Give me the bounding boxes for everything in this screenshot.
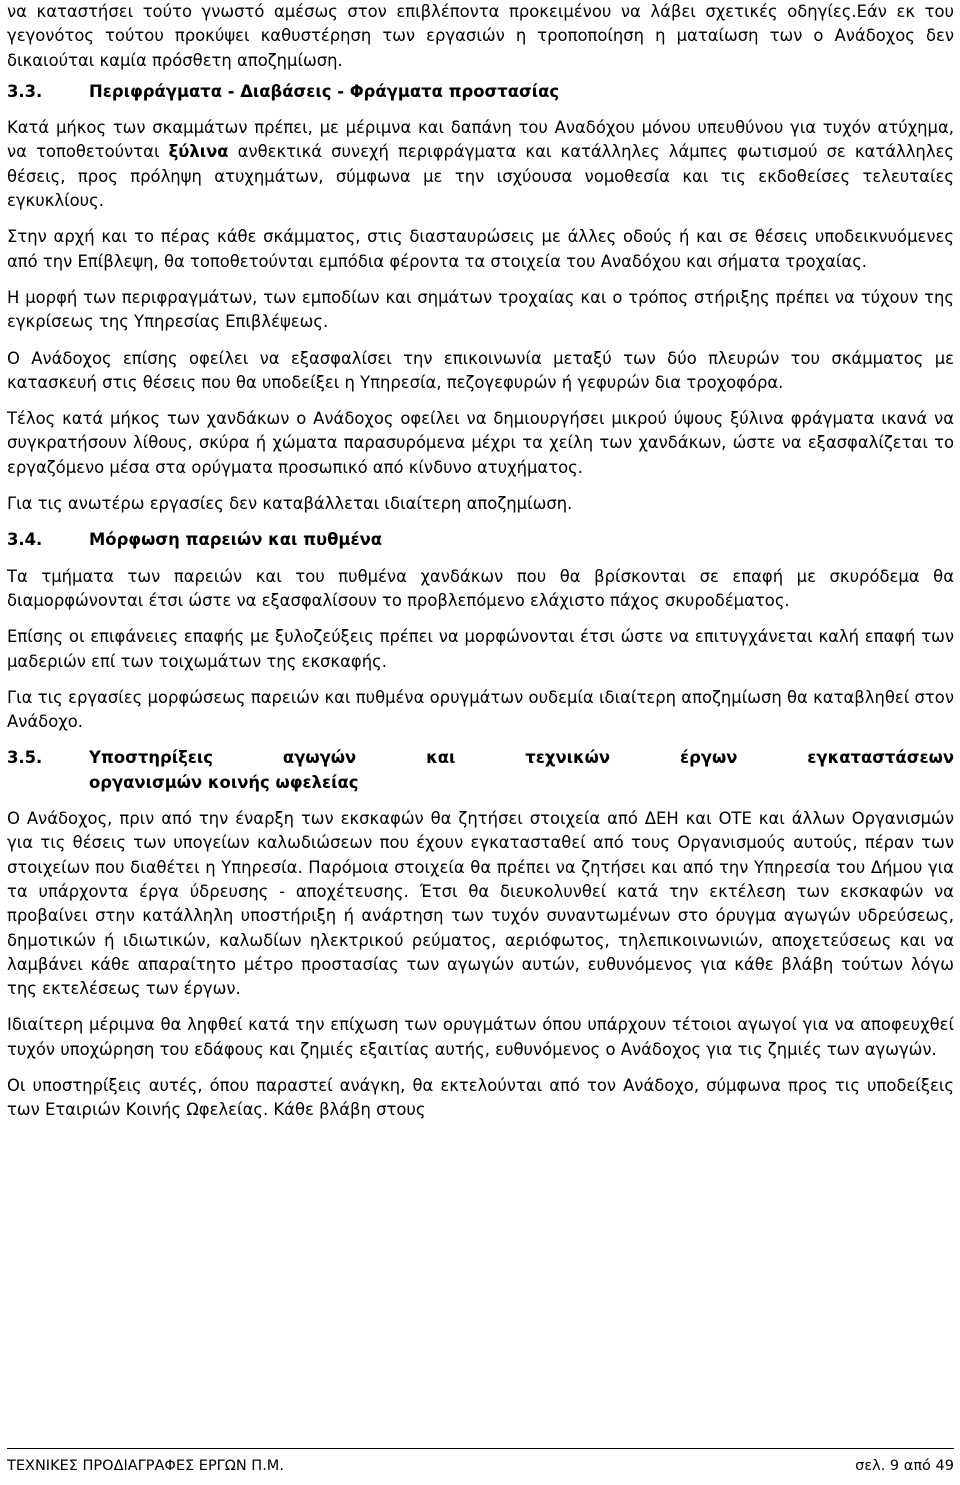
section-3-5-title-line-2: οργανισμών κοινής ωφελείας (89, 772, 359, 792)
section-3-5-heading (7, 746, 954, 795)
section-3-4-paragraph-3: Για τις εργασίες μορφώσεως παρειών και πυθμένα ορυγμάτων ουδεμία ιδιαίτερη αποζημίωση θα καταβληθεί στον Ανάδοχο. (7, 687, 954, 732)
section-3-5-title-line-1: Υποστηρίξεις αγωγών και τεχνικών έργων εγκαταστάσεων (89, 748, 954, 768)
section-3-3-paragraph-1: Κατά μήκος των σκαμμάτων πρέπει, με μέριμνα και δαπάνη του Αναδόχου μόνου υπευθύνου για τυχόν ατύχημα, να τοποθετούνται ξύλινα ανθεκτικά συνεχή περιφράγματα και κατάλληλες λάμπες φωτισμού σε κατάλληλες θέσεις, προς πρόληψη ατυχημάτων, σύμφωνα με την ισχύουσα νομοθεσία και τις εκδοθείσες τελευταίες εγκυκλίους. (7, 118, 954, 211)
footer-page-number: σελ. 9 από 49 (855, 1458, 954, 1474)
section-3-3-title: Περιφράγματα - Διαβάσεις - Φράγματα προστασίας (89, 81, 560, 101)
section-3-4-title: Μόρφωση παρειών και πυθμένα (89, 530, 382, 550)
section-3-4-heading (7, 528, 954, 552)
section-3-5-paragraph-3: Οι υποστηρίξεις αυτές, όπου παραστεί ανάγκη, θα εκτελούνται από τον Ανάδοχο, σύμφωνα προς τις υποδείξεις των Εταιριών Κοινής Ωφελείας. Κάθε βλάβη στους (7, 1075, 954, 1120)
document-page (7, 0, 954, 1123)
section-3-4-paragraph-1: Τα τμήματα των παρειών και του πυθμένα χανδάκων που θα βρίσκονται σε επαφή με σκυρόδεμα θα διαμορφώνονται έτσι ώστε να εξασφαλίσουν το προβλεπόμενο ελάχιστο πάχος σκυροδέματος. (7, 566, 954, 610)
section-3-3-paragraph-4: Ο Ανάδοχος επίσης οφείλει να εξασφαλίσει την επικοινωνία μεταξύ των δύο πλευρών του σκάμματος με κατασκευή στις θέσεις που θα υποδείξει η Υπηρεσία, πεζογεφυρών ή γεφυρών δια τροχοφόρα. (7, 348, 954, 392)
footer-document-title: ΤΕΧΝΙΚΕΣ ΠΡΟΔΙΑΓΡΑΦΕΣ ΕΡΓΩΝ Π.Μ. (7, 1458, 284, 1474)
section-3-5-number: 3.5. (7, 748, 43, 768)
section-3-4-number: 3.4. (7, 530, 43, 550)
section-3-3-paragraph-6: Για τις ανωτέρω εργασίες δεν καταβάλλεται ιδιαίτερη αποζημίωση. (7, 494, 573, 514)
section-3-3-number: 3.3. (7, 81, 43, 101)
page-footer (7, 1448, 954, 1475)
section-3-4-paragraph-2: Επίσης οι επιφάνειες επαφής με ξυλοζεύξεις πρέπει να μορφώνονται έτσι ώστε να επιτυγχάνεται καλή επαφή των μαδεριών επί των τοιχωμάτων της εκσκαφής. (7, 627, 954, 671)
bold-word: ξύλινα (168, 142, 229, 162)
section-3-5-paragraph-1: Ο Ανάδοχος, πριν από την έναρξη των εκσκαφών θα ζητήσει στοιχεία από ΔΕΗ και ΟΤΕ και άλλων Οργανισμών για τις θέσεις των υπογείων καλωδιώσεων που έχουν εγκατασταθεί από τους Οργανισμούς αυτούς, πέραν των στοιχείων που διαθέτει η Υπηρεσία. Παρόμοια στοιχεία θα πρέπει να ζητήσει και από την Υπηρεσία του Δήμου για τα υπάρχοντα έργα ύδρευσης - αποχέτευσης. Έτσι θα διευκολυνθεί κατά την εκτέλεση των εκσκαφών να προβαίνει στην κατάλληλη υποστήριξη ή ανάρτηση των τυχόν συναντωμένων στο όρυγμα αγωγών υδρεύσεως, δημοτικών ή ιδιωτικών, καλωδίων ηλεκτρικού ρεύματος, αεριόφωτος, τηλεπικοινωνιών, αποχετεύσεως και να λαμβάνει κάθε απαραίτητο μέτρο προστασίας των αγωγών αυτών, ευθυνόμενος για κάθε βλάβη τούτων λόγω της εκτελέσεως των έργων. (7, 809, 954, 999)
section-3-3-paragraph-3: Η μορφή των περιφραγμάτων, των εμποδίων και σημάτων τροχαίας και ο τρόπος στήριξης πρέπει να τύχουν της εγκρίσεως της Υπηρεσίας Επιβλέψεως. (7, 287, 954, 332)
section-3-3-heading (7, 80, 954, 104)
intro-paragraph: να καταστήσει τούτο γνωστό αμέσως στον επιβλέποντα προκειμένου να λάβει σχετικές οδηγίες.Εάν εκ του γεγονότος τούτου προκύψει καθυστέρηση των εργασιών η τροποποίηση η ματαίωση των ο Ανάδοχος δεν δικαιούται καμία πρόσθετη αποζημίωση. (7, 2, 954, 70)
section-3-5-paragraph-2: Ιδιαίτερη μέριμνα θα ληφθεί κατά την επίχωση των ορυγμάτων όπου υπάρχουν τέτοιοι αγωγοί για να αποφευχθεί τυχόν υποχώρηση του εδάφους και ζημιές εξαιτίας αυτής, ευθυνόμενος ο Ανάδοχος για τις ζημιές των αγωγών. (7, 1015, 954, 1059)
section-3-5-title (89, 746, 954, 795)
section-3-3-paragraph-5: Τέλος κατά μήκος των χανδάκων ο Ανάδοχος οφείλει να δημιουργήσει μικρού ύψους ξύλινα φράγματα ικανά να συγκρατήσουν λίθους, σκύρα ή χώματα παρασυρόμενα μέχρι τα χείλη των χανδάκων, ώστε να εξασφαλίζεται το εργαζόμενο μέσα στα ορύγματα προσωπικό από κίνδυνο ατυχήματος. (7, 409, 954, 477)
section-3-3-paragraph-2: Στην αρχή και το πέρας κάθε σκάμματος, στις διασταυρώσεις με άλλες οδούς ή και σε θέσεις υποδεικνυόμενες από την Επίβλεψη, θα τοποθετούνται εμπόδια φέροντα τα στοιχεία του Αναδόχου και σήματα τροχαίας. (7, 227, 954, 271)
